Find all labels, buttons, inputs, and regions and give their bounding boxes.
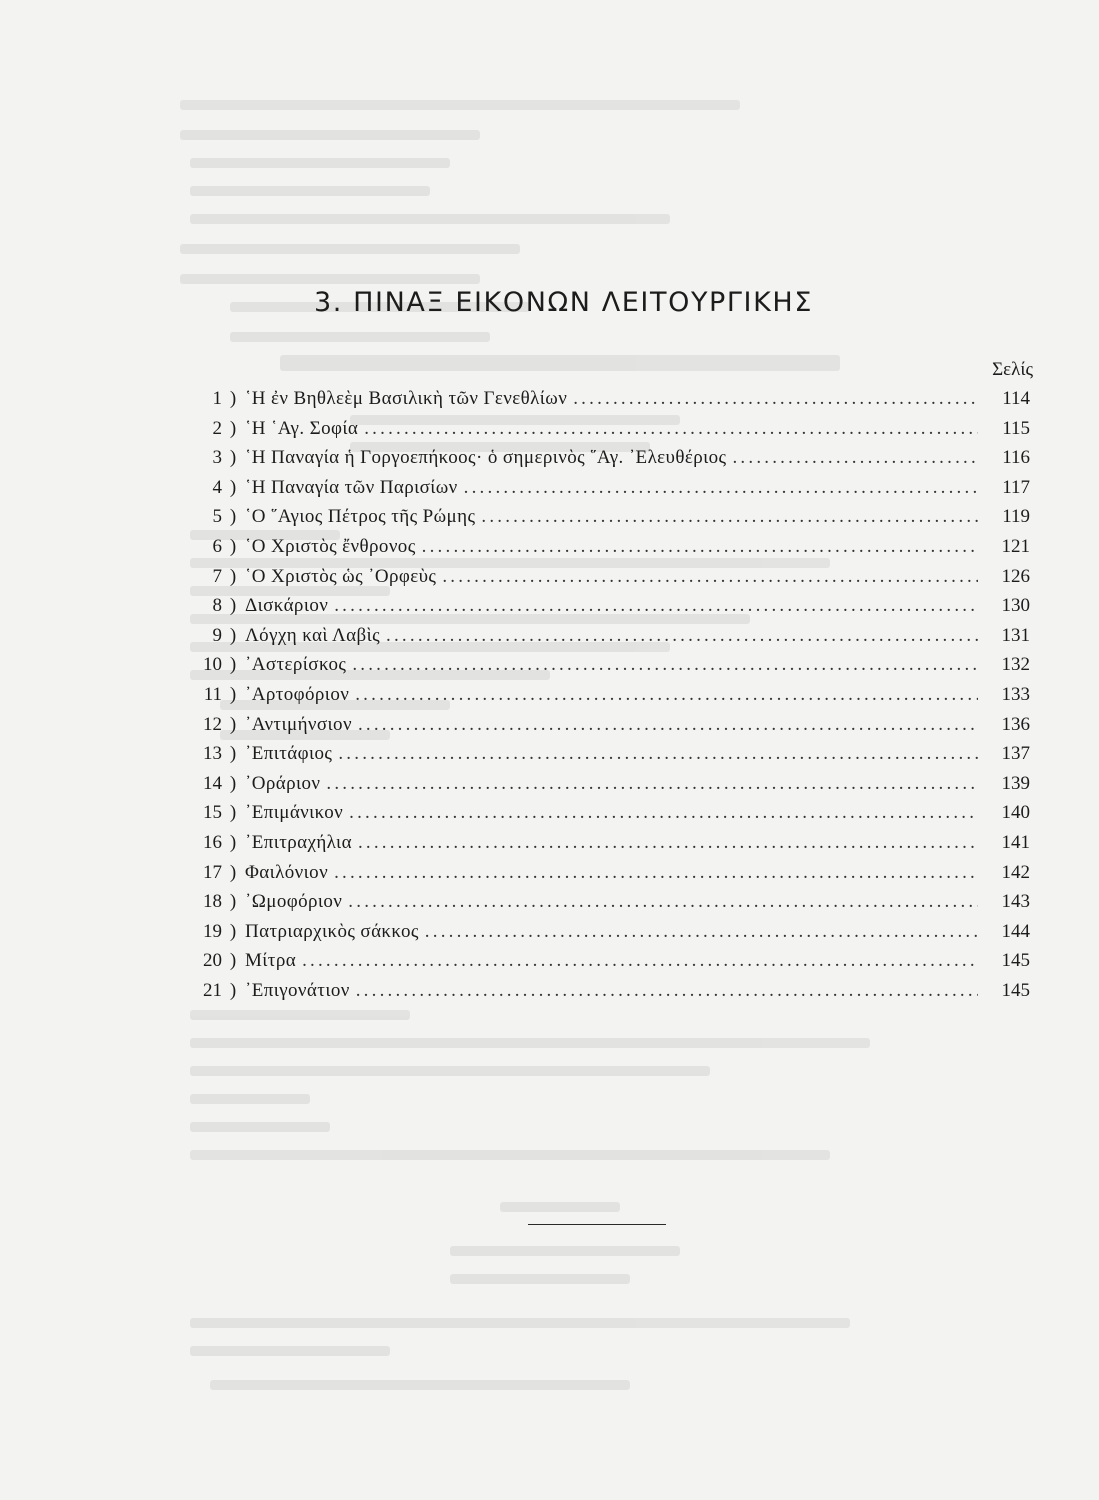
entry-paren: ): [229, 654, 237, 676]
entry-page-number: 141: [1001, 831, 1030, 853]
entry-title: ᾿Επιγονάτιον: [245, 979, 350, 1001]
entry-paren: ): [229, 506, 237, 528]
entry-paren: ): [229, 713, 237, 735]
toc-entry: [170, 832, 1030, 862]
dot-leader: [352, 654, 978, 676]
entry-title: Μίτρα: [245, 950, 297, 972]
toc-entry: [170, 862, 1030, 892]
entry-paren: ): [229, 772, 237, 794]
toc-entry: [170, 536, 1030, 566]
dot-leader: [334, 862, 978, 884]
dot-leader: [338, 743, 978, 765]
toc-entry: [170, 654, 1030, 684]
entry-number: 16: [203, 831, 222, 853]
entry-title: ᾿Επιτραχήλια: [245, 831, 352, 853]
entry-paren: ): [229, 565, 237, 587]
entry-paren: ): [229, 802, 237, 824]
entry-title: ῾Ο ῞Αγιος Πέτρος τῆς Ρώμης: [245, 506, 476, 528]
toc-entry: [170, 950, 1030, 980]
toc-entry: [170, 447, 1030, 477]
entry-page-number: 116: [1002, 447, 1030, 469]
toc-entry: [170, 891, 1030, 921]
dot-leader: [442, 566, 978, 588]
entry-page-number: 142: [1001, 861, 1030, 883]
entry-paren: ): [229, 417, 237, 439]
entry-page-number: 121: [1001, 535, 1030, 557]
entry-number: 20: [203, 950, 222, 972]
entry-paren: ): [229, 388, 237, 409]
entry-number: 8: [212, 595, 222, 617]
entry-page-number: 119: [1002, 506, 1030, 528]
entry-page-number: 139: [1001, 772, 1030, 794]
dot-leader: [464, 477, 978, 499]
separator-rule: [528, 1224, 666, 1225]
toc-entry: [170, 684, 1030, 714]
entry-title: ῾Ο Χριστὸς ἔνθρονος: [245, 535, 416, 557]
entry-paren: ): [229, 743, 237, 765]
entry-title: ῾Η ῾Αγ. Σοφία: [245, 417, 359, 439]
entry-number: 10: [203, 654, 222, 676]
entry-paren: ): [229, 535, 237, 557]
entry-number: 15: [203, 802, 222, 824]
entry-page-number: 131: [1001, 624, 1030, 646]
entry-page-number: 145: [1001, 979, 1030, 1001]
entry-paren: ): [229, 624, 237, 646]
entry-number: 14: [203, 772, 222, 794]
dot-leader: [356, 980, 978, 1002]
entry-number: 21: [203, 979, 222, 1001]
toc-entry: [170, 506, 1030, 536]
toc-entry: [170, 980, 1030, 1010]
entry-paren: ): [229, 861, 237, 883]
entry-page-number: 145: [1001, 950, 1030, 972]
entry-paren: ): [229, 683, 237, 705]
entry-title: ᾿Επιτάφιος: [245, 743, 333, 765]
toc-entry: [170, 625, 1030, 655]
entry-page-number: 140: [1001, 802, 1030, 824]
entry-title: ᾿Ωμοφόριον: [245, 891, 343, 913]
toc-entry: [170, 418, 1030, 448]
entry-number: 6: [212, 535, 222, 557]
entry-paren: ): [229, 831, 237, 853]
dot-leader: [732, 447, 978, 469]
toc-entry: [170, 802, 1030, 832]
entry-paren: ): [229, 979, 237, 1001]
dot-leader: [358, 832, 978, 854]
entry-title: Δισκάριον: [245, 595, 329, 617]
dot-leader: [302, 950, 978, 972]
dot-leader: [355, 684, 978, 706]
entry-page-number: 132: [1001, 654, 1030, 676]
entry-page-number: 137: [1001, 743, 1030, 765]
toc-entry: [170, 773, 1030, 803]
entry-paren: ): [229, 447, 237, 469]
dot-leader: [573, 388, 978, 410]
entry-title: ᾿Αστερίσκος: [245, 654, 347, 676]
entry-title: Φαιλόνιον: [245, 861, 329, 883]
toc-entry: [170, 743, 1030, 773]
toc-entry: [170, 566, 1030, 596]
dot-leader: [425, 921, 978, 943]
entry-title: ῾Ο Χριστὸς ὡς ᾿Ορφεὺς: [245, 565, 437, 587]
entry-title: Πατριαρχικὸς σάκκος: [245, 920, 419, 942]
entry-number: 9: [212, 624, 222, 646]
entry-title: ᾿Αντιμήνσιον: [245, 713, 352, 735]
page-column-label: Σελίς: [992, 359, 1033, 380]
entry-title: ῾Η Παναγία ἡ Γοργοεπήκοος· ὁ σημερινὸς ῞Αγ. ᾿Ελευθέριος: [245, 447, 727, 469]
toc-entry: [170, 388, 1030, 418]
entry-title: ᾿Αρτοφόριον: [245, 683, 350, 705]
toc-entry: [170, 921, 1030, 951]
entry-title: ᾿Επιμάνικον: [245, 802, 344, 824]
entry-title: ῾Η Παναγία τῶν Παρισίων: [245, 476, 458, 498]
entry-page-number: 126: [1001, 565, 1030, 587]
dot-leader: [326, 773, 978, 795]
entry-number: 19: [203, 920, 222, 942]
entry-page-number: 143: [1001, 891, 1030, 913]
entry-page-number: 115: [1002, 417, 1030, 439]
entry-number: 5: [212, 506, 222, 528]
dot-leader: [422, 536, 978, 558]
toc-entry: [170, 595, 1030, 625]
dot-leader: [358, 714, 978, 736]
dot-leader: [349, 802, 978, 824]
toc-entry: [170, 477, 1030, 507]
dot-leader: [364, 418, 978, 440]
page-title: 3. ΠΙΝΑΞ ΕΙΚΟΝΩΝ ΛΕΙΤΟΥΡΓΙΚΗΣ: [314, 287, 813, 318]
entry-number: 3: [212, 447, 222, 469]
entry-number: 17: [203, 861, 222, 883]
entry-title: Λόγχη καὶ Λαβὶς: [245, 624, 381, 646]
entry-title: ᾿Οράριον: [245, 772, 321, 794]
entry-page-number: 133: [1001, 683, 1030, 705]
entry-page-number: 130: [1001, 595, 1030, 617]
entry-paren: ): [229, 476, 237, 498]
entry-number: 12: [203, 713, 222, 735]
entry-paren: ): [229, 950, 237, 972]
entry-page-number: 117: [1002, 476, 1030, 498]
dot-leader: [481, 506, 978, 528]
toc-entry: [170, 714, 1030, 744]
entry-number: 7: [212, 565, 222, 587]
entry-page-number: 144: [1001, 920, 1030, 942]
table-of-contents: [170, 388, 1030, 1009]
entry-paren: ): [229, 595, 237, 617]
dot-leader: [334, 595, 978, 617]
dot-leader: [386, 625, 978, 647]
entry-page-number: 114: [1002, 388, 1030, 409]
entry-title: ῾Η ἐν Βηθλεὲμ Βασιλικὴ τῶν Γενεθλίων: [245, 388, 568, 409]
entry-number: 11: [203, 683, 222, 705]
entry-number: 4: [212, 476, 222, 498]
entry-number: 18: [203, 891, 222, 913]
entry-paren: ): [229, 920, 237, 942]
entry-number: 13: [203, 743, 222, 765]
entry-page-number: 136: [1001, 713, 1030, 735]
entry-paren: ): [229, 891, 237, 913]
entry-number: 2: [212, 417, 222, 439]
entry-number: 1: [212, 388, 222, 409]
dot-leader: [348, 891, 978, 913]
